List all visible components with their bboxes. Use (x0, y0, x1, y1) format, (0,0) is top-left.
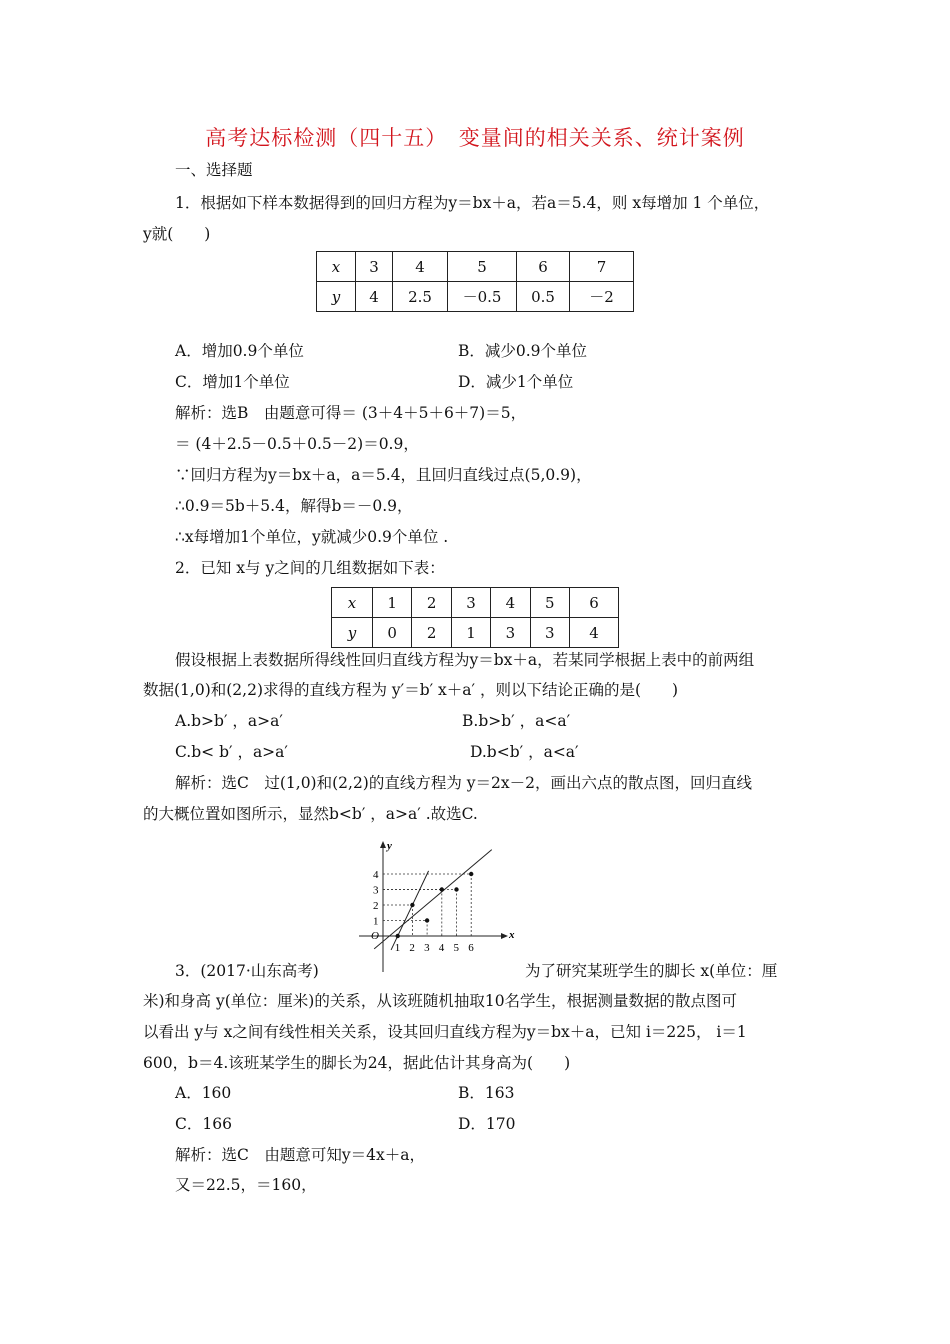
q1-data-table (316, 251, 634, 312)
table-cell: 3 (491, 618, 530, 648)
q1-option-c: C．增加1个单位 (175, 373, 290, 391)
table-header-cell: y (317, 282, 356, 312)
x-tick-label: 4 (438, 942, 445, 954)
x-axis-arrow-icon (501, 933, 508, 939)
y-axis-label: y (387, 840, 392, 852)
x-axis-label: x (509, 929, 515, 941)
q1-solution-line-2: ＝ (4＋2.5－0.5＋0.5－2)＝0.9， (175, 435, 419, 453)
table-cell: 2.5 (393, 282, 448, 312)
q3-stem-line-4: 600，b＝4.该班某学生的脚长为24，据此估计其身高为( ) (143, 1054, 571, 1072)
q2-option-d: D.b<b′ ，a<a′ (470, 743, 579, 761)
q1-option-a: A．增加0.9个单位 (175, 342, 304, 360)
table-cell: 5 (530, 588, 569, 618)
table-header-cell: y (332, 618, 373, 648)
scatter-point (469, 872, 473, 876)
table-cell: 1 (373, 588, 412, 618)
q1-option-b: B．减少0.9个单位 (458, 342, 588, 360)
q3-solution-line-2: 又＝22.5，＝160， (175, 1176, 317, 1194)
table-cell: －0.5 (448, 282, 517, 312)
q1-stem-line-2: y就( ) (143, 225, 211, 243)
q2-solution-line-1: 解析：选C 过(1,0)和(2,2)的直线方程为 y＝2x－2，画出六点的散点图，回归直线 (175, 774, 752, 792)
q3-solution-line-1: 解析：选C 由题意可知y＝4x＋a， (175, 1146, 425, 1164)
y-tick-label: 3 (373, 884, 379, 897)
y-tick-label: 2 (373, 900, 379, 912)
q1-option-d: D．减少1个单位 (458, 373, 574, 391)
q1-solution-line-3: ∵回归方程为y＝bx＋a，a＝5.4，且回归直线过点(5,0.9)， (175, 466, 592, 484)
x-tick-label: 5 (453, 942, 459, 954)
x-tick-label: 6 (468, 942, 474, 954)
y-tick-label: 4 (373, 869, 379, 881)
table-cell: 6 (570, 588, 619, 618)
table-row (317, 282, 634, 312)
table-header-cell: x (332, 588, 373, 618)
table-cell: 3 (451, 588, 490, 618)
y-axis-arrow-icon (380, 841, 386, 848)
q3-option-c: C．166 (175, 1115, 232, 1133)
table-cell: 3 (356, 252, 393, 282)
table-cell: 4 (393, 252, 448, 282)
scatter-figure (345, 838, 520, 980)
table-cell: 7 (570, 252, 634, 282)
scatter-point (396, 934, 400, 938)
q3-option-a: A．160 (175, 1084, 232, 1102)
table-cell: 4 (491, 588, 530, 618)
table-row (332, 588, 619, 618)
line-through-first-two-points (391, 871, 428, 950)
y-tick-label: 1 (373, 915, 379, 928)
x-tick-label: 1 (394, 942, 401, 954)
table-cell: 4 (356, 282, 393, 312)
table-cell: 6 (517, 252, 570, 282)
q3-stem-line-2: 米)和身高 y(单位：厘米)的关系，从该班随机抽取10名学生，根据测量数据的散点图可 (143, 992, 738, 1010)
q2-stem-line-1: 2．已知 x与 y之间的几组数据如下表： (175, 559, 445, 577)
table-cell: 5 (448, 252, 517, 282)
regression-line (374, 850, 492, 949)
scatter-point (425, 918, 429, 922)
table-cell: 1 (451, 618, 490, 648)
table-cell: 4 (570, 618, 619, 648)
table-header-cell: x (317, 252, 356, 282)
q2-data-table (331, 587, 619, 648)
table-cell: 2 (412, 618, 451, 648)
page-title: 高考达标检测（四十五） 变量间的相关关系、统计案例 (205, 126, 745, 150)
table-row (317, 252, 634, 282)
table-cell: 2 (412, 588, 451, 618)
table-cell: 0 (373, 618, 412, 648)
q2-option-c: C.b< b′ ，a>a′ (175, 743, 288, 761)
q2-stem-line-2: 假设根据上表数据所得线性回归直线方程为y＝bx＋a，若某同学根据上表中的前两组 (175, 651, 755, 669)
q3-option-d: D．170 (458, 1115, 516, 1133)
x-tick-label: 3 (424, 942, 430, 954)
q3-stem-line-1-right: 为了研究某班学生的脚长 x(单位：厘 (525, 962, 778, 980)
q1-solution-line-5: ∴x每增加1个单位，y就减少0.9个单位 . (175, 528, 449, 546)
table-row (332, 618, 619, 648)
q3-option-b: B．163 (458, 1084, 515, 1102)
table-cell: 3 (530, 618, 569, 648)
q2-stem-line-3: 数据(1,0)和(2,2)求得的直线方程为 y′＝b′ x＋a′ ，则以下结论正确的是( ) (143, 681, 679, 699)
q1-stem-line-1: 1．根据如下样本数据得到的回归方程为y＝bx＋a，若a＝5.4，则 x每增加 1 个单位， (175, 194, 770, 212)
table-cell: 0.5 (517, 282, 570, 312)
section-heading: 一、选择题 (175, 161, 253, 179)
q2-solution-line-2: 的大概位置如图所示，显然b<b′ ，a>a′ .故选C. (143, 805, 478, 823)
origin-label: O (371, 930, 379, 942)
q2-option-b: B.b>b′ ，a<a′ (462, 712, 571, 730)
q2-option-a: A.b>b′ ，a>a′ (175, 712, 283, 730)
x-tick-label: 2 (409, 942, 415, 954)
q1-solution-line-4: ∴0.9＝5b＋5.4，解得b＝－0.9， (175, 497, 413, 515)
q1-solution-line-1: 解析：选B 由题意可得＝ (3＋4＋5＋6＋7)＝5， (175, 404, 527, 422)
q3-stem-line-3: 以看出 y与 x之间有线性相关关系，设其回归直线方程为y＝bx＋a，已知 i＝225， i＝1 (143, 1023, 747, 1041)
scatter-point (410, 903, 414, 907)
scatter-point (440, 887, 444, 891)
table-cell: －2 (570, 282, 634, 312)
q3-stem-line-1-left: 3．(2017·山东高考) (175, 962, 319, 980)
scatter-point (454, 887, 458, 891)
